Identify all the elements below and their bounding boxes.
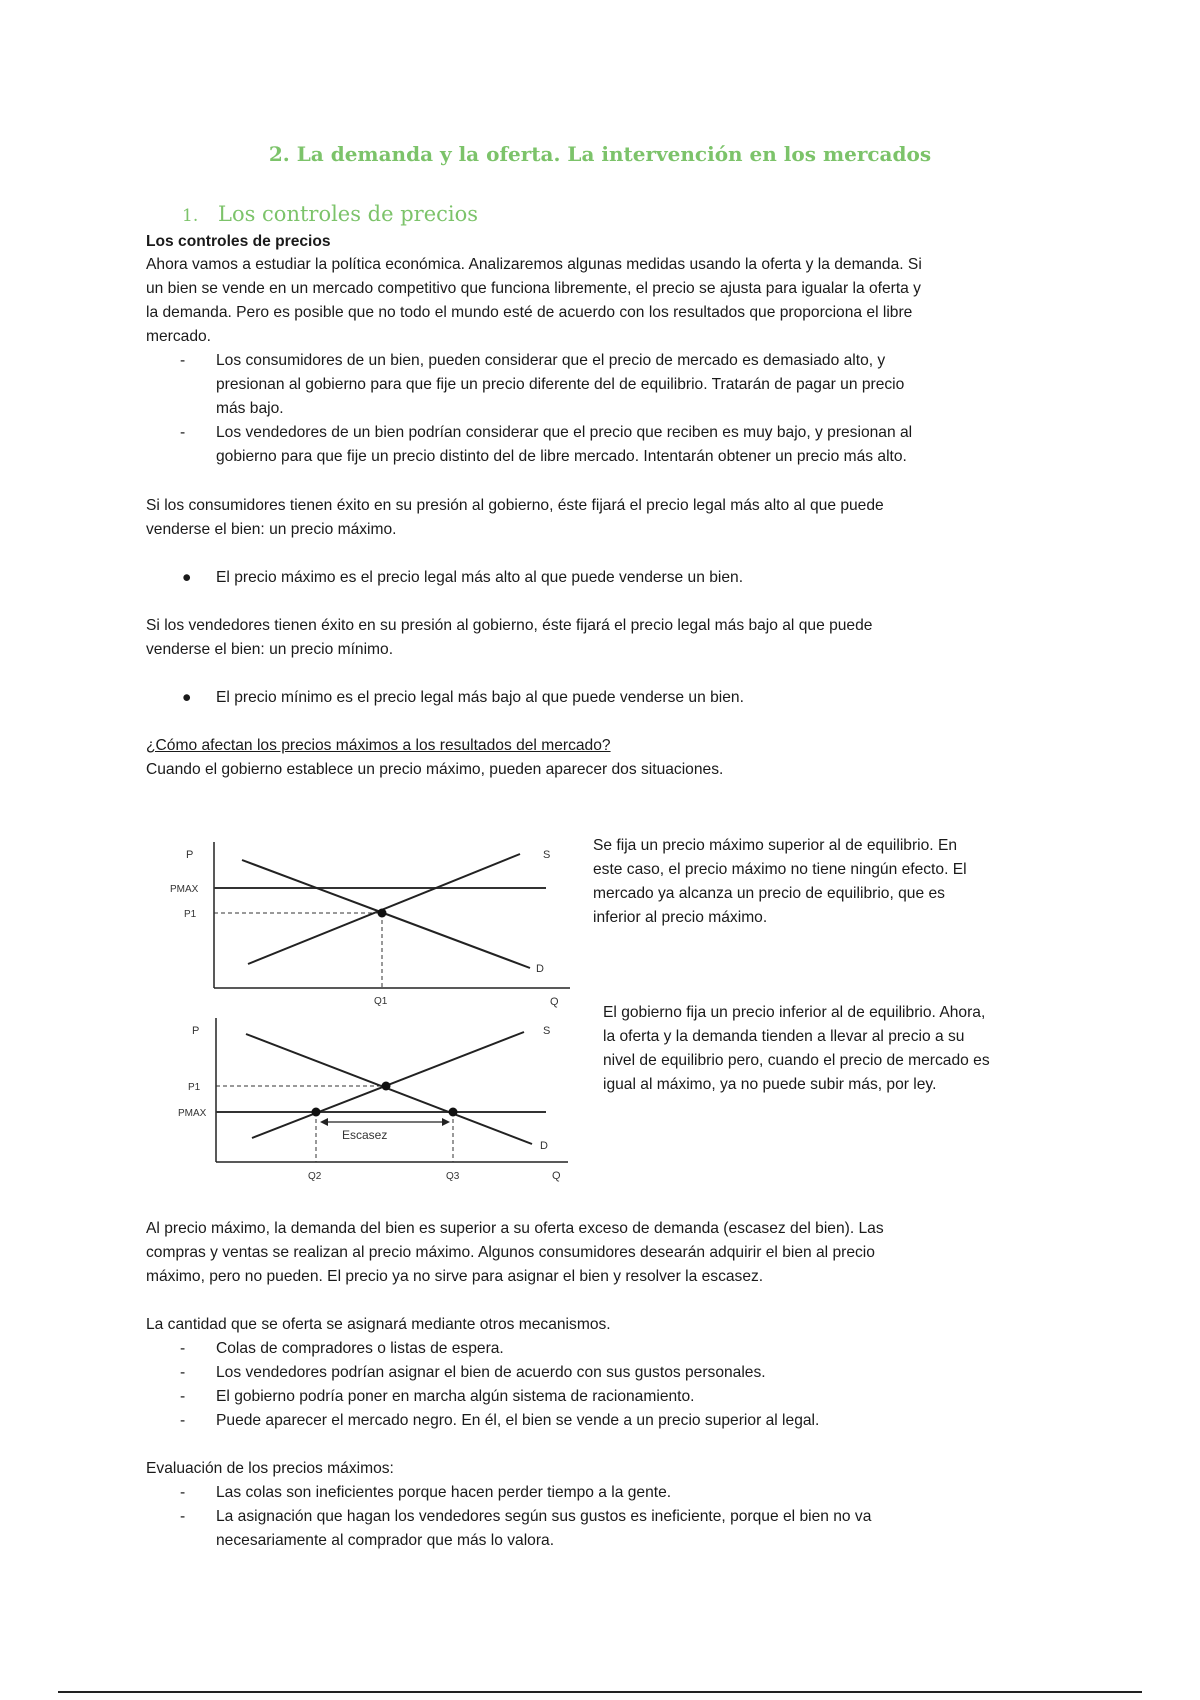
list-item-line: más bajo.	[216, 400, 284, 417]
supply-label: S	[543, 849, 551, 861]
intro-line: Ahora vamos a estudiar la política económica. Analizaremos algunas medidas usando la oferta y la demanda. Si	[146, 256, 922, 273]
paragraph-line: La cantidad que se oferta se asignará mediante otros mecanismos.	[146, 1316, 611, 1333]
intro-line: la demanda. Pero es posible que no todo el mundo esté de acuerdo con los resultados que proporciona el libre	[146, 304, 913, 321]
paragraph-line: venderse el bien: un precio máximo.	[146, 521, 397, 538]
list-item-line: La asignación que hagan los vendedores según sus gustos es ineficiente, porque el bien no va	[216, 1508, 872, 1525]
graph1-description-line: mercado ya alcanza un precio de equilibrio, que es	[593, 885, 945, 902]
shortage-arrow-head-right	[442, 1118, 450, 1126]
paragraph-line: Si los vendedores tienen éxito en su presión al gobierno, éste fijará el precio legal más bajo al que puede	[146, 617, 873, 634]
bullet-marker: ●	[182, 569, 192, 586]
p1-label: P1	[184, 909, 197, 920]
list-item-line: Las colas son ineficientes porque hacen perder tiempo a la gente.	[216, 1484, 672, 1501]
q3-label: Q3	[446, 1171, 460, 1182]
graph2-description-line: igual al máximo, ya no puede subir más, por ley.	[603, 1076, 937, 1093]
list-item-line: Los vendedores podrían asignar el bien de acuerdo con sus gustos personales.	[216, 1364, 766, 1381]
dash-marker: -	[180, 1388, 186, 1405]
graph2-description-line: nivel de equilibrio pero, cuando el precio de mercado es	[603, 1052, 990, 1069]
supply-label: S	[543, 1025, 551, 1037]
q2-label: Q2	[308, 1171, 322, 1182]
axis-label-p: P	[186, 849, 194, 861]
bullet-min-text: El precio mínimo es el precio legal más bajo al que puede venderse un bien.	[216, 689, 744, 706]
dash-marker: -	[180, 424, 186, 441]
footer-divider	[58, 1691, 1142, 1693]
axis-label-p: P	[192, 1025, 200, 1037]
axis-label-q: Q	[552, 1170, 561, 1182]
dash-marker: -	[180, 1412, 186, 1429]
graph2-description-line: El gobierno fija un precio inferior al de equilibrio. Ahora,	[603, 1004, 986, 1021]
paragraph-line: máximo, pero no pueden. El precio ya no sirve para asignar el bien y resolver la escasez.	[146, 1268, 764, 1285]
pmax-label: PMAX	[178, 1108, 207, 1119]
bullet-max-text: El precio máximo es el precio legal más alto al que puede venderse un bien.	[216, 569, 744, 586]
intro-line: mercado.	[146, 328, 212, 345]
dash-marker: -	[180, 1508, 186, 1525]
pmax-label: PMAX	[170, 884, 199, 895]
section-title	[182, 202, 478, 226]
question-text: Cuando el gobierno establece un precio máximo, pueden aparecer dos situaciones.	[146, 761, 724, 778]
p1-label: P1	[188, 1082, 201, 1093]
section-number: 1.	[182, 206, 199, 226]
equilibrium-point	[378, 909, 387, 918]
supply-at-ceiling-point	[312, 1108, 321, 1117]
graph1-description-line: inferior al precio máximo.	[593, 909, 768, 926]
document-title: 2. La demanda y la oferta. La intervención en los mercados	[268, 142, 932, 166]
equilibrium-point	[382, 1082, 391, 1091]
bullet-marker: ●	[182, 689, 192, 706]
graph2-description-line: la oferta y la demanda tienden a llevar al precio a su	[603, 1028, 965, 1045]
list-item-line: Colas de compradores o listas de espera.	[216, 1340, 504, 1357]
paragraph-line: Al precio máximo, la demanda del bien es superior a su oferta exceso de demanda (escasez del bien). Las	[146, 1220, 884, 1237]
dash-marker: -	[180, 1484, 186, 1501]
list-item-line: Puede aparecer el mercado negro. En él, el bien se vende a un precio superior al legal.	[216, 1412, 820, 1429]
list-item-line: necesariamente al comprador que más lo valora.	[216, 1532, 555, 1549]
intro-line: un bien se vende en un mercado competitivo que funciona libremente, el precio se ajusta para igualar la oferta y	[146, 280, 921, 297]
demand-label: D	[536, 963, 544, 975]
graph1-description-line: este caso, el precio máximo no tiene ningún efecto. El	[593, 861, 967, 878]
paragraph-line: Si los consumidores tienen éxito en su presión al gobierno, éste fijará el precio legal más alto al que puede	[146, 497, 884, 514]
demand-label: D	[540, 1140, 548, 1152]
paragraph-line: compras y ventas se realizan al precio máximo. Algunos consumidores desearán adquirir el bien al precio	[146, 1244, 875, 1261]
paragraph-line: venderse el bien: un precio mínimo.	[146, 641, 394, 658]
list-item-line: gobierno para que fije un precio distinto del de libre mercado. Intentarán obtener un precio más alto.	[216, 448, 907, 465]
list-item-line: presionan al gobierno para que fije un precio diferente del de equilibrio. Tratarán de pagar un precio	[216, 376, 905, 393]
graph1-description-line: Se fija un precio máximo superior al de equilibrio. En	[593, 837, 958, 854]
shortage-arrow-head-left	[320, 1118, 328, 1126]
shortage-label: Escasez	[342, 1128, 388, 1142]
axis-label-q: Q	[550, 996, 559, 1008]
question-heading: ¿Cómo afectan los precios máximos a los resultados del mercado?	[146, 737, 611, 754]
dash-marker: -	[180, 1364, 186, 1381]
subheading: Los controles de precios	[146, 233, 331, 250]
list-item-line: Los vendedores de un bien podrían considerar que el precio que reciben es muy bajo, y presionan al	[216, 424, 913, 441]
section-title-text: Los controles de precios	[218, 202, 479, 226]
dash-marker: -	[180, 1340, 186, 1357]
list-item-line: Los consumidores de un bien, pueden considerar que el precio de mercado es demasiado alto, y	[216, 352, 886, 369]
q1-label: Q1	[374, 996, 388, 1007]
price-ceiling-graph-above-equilibrium	[160, 836, 580, 1016]
list-item-line: El gobierno podría poner en marcha algún sistema de racionamiento.	[216, 1388, 695, 1405]
price-ceiling-graph-below-equilibrium	[160, 1012, 580, 1192]
paragraph-line: Evaluación de los precios máximos:	[146, 1460, 394, 1477]
dash-marker: -	[180, 352, 186, 369]
demand-at-ceiling-point	[449, 1108, 458, 1117]
